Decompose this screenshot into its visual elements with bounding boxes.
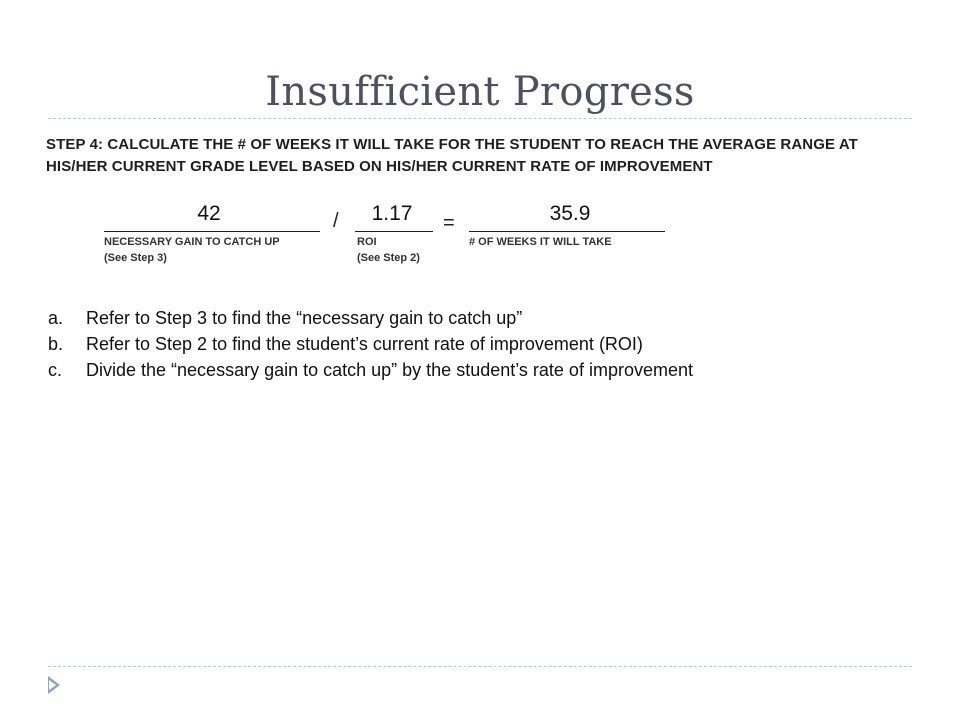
roi-caption-label: ROI (357, 236, 377, 248)
roi-blank (355, 231, 433, 232)
list-item (48, 305, 693, 331)
step-heading (46, 134, 926, 178)
list-item-text: Refer to Step 2 to find the student’s current rate of improvement (ROI) (86, 334, 643, 354)
roi-caption-ref: (See Step 2) (357, 252, 420, 264)
step-heading-line-2: HIS/HER CURRENT GRADE LEVEL BASED ON HIS/HER CURRENT RATE OF IMPROVEMENT (46, 158, 713, 175)
roi-value: 1.17 (371, 202, 413, 225)
slide-title: Insufficient Progress (265, 69, 695, 115)
divide-operator: / (333, 210, 339, 232)
list-marker: c. (48, 360, 63, 380)
weeks-caption: # OF WEEKS IT WILL TAKE (469, 236, 612, 248)
triangle-right-icon (48, 676, 60, 694)
roi-caption (357, 234, 420, 266)
necessary-gain-caption-label: NECESSARY GAIN TO CATCH UP (104, 236, 280, 248)
list-item-text: Refer to Step 3 to find the “necessary gain to catch up” (86, 308, 523, 328)
list-item (48, 331, 693, 357)
necessary-gain-value: 42 (197, 202, 221, 225)
bottom-divider (48, 666, 912, 667)
equals-operator: = (443, 212, 455, 234)
necessary-gain-caption (104, 234, 280, 266)
step-heading-line-1: STEP 4: CALCULATE THE # OF WEEKS IT WILL TAKE FOR THE STUDENT TO REACH THE AVERAGE RANGE AT (46, 136, 858, 153)
instruction-list (48, 305, 693, 383)
list-marker: b. (48, 334, 64, 354)
weeks-value: 35.9 (549, 202, 591, 225)
top-divider (48, 118, 912, 119)
list-item-text: Divide the “necessary gain to catch up” by the student’s rate of improvement (86, 360, 693, 380)
weeks-blank (469, 231, 665, 232)
necessary-gain-caption-ref: (See Step 3) (104, 252, 167, 264)
necessary-gain-blank (104, 231, 320, 232)
list-item (48, 357, 693, 383)
list-marker: a. (48, 308, 64, 328)
